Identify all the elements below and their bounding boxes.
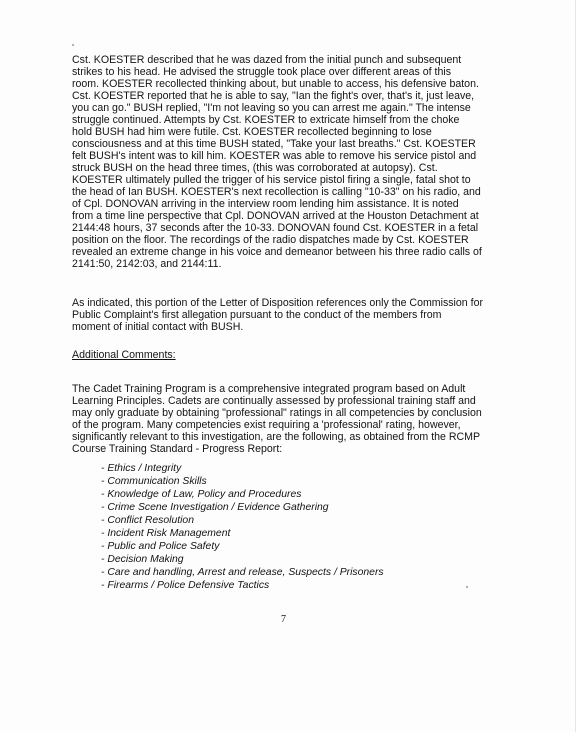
list-item: - Public and Police Safety: [101, 541, 220, 552]
text-line: Learning Principles. Cadets are continually assessed by professional training staff and: [72, 395, 476, 407]
text-line: from a time line perspective that Cpl. DONOVAN arrived at the Houston Detachment at: [72, 210, 479, 222]
list-item: - Knowledge of Law, Policy and Procedures: [101, 489, 302, 500]
text-line: KOESTER ultimately pulled the trigger of his service pistol firing a single, fatal shot to: [72, 174, 471, 186]
scan-speck: [72, 44, 74, 46]
text-line: the head of Ian BUSH. KOESTER's next recollection is calling "10-33" on his radio, and: [72, 186, 481, 198]
text-line: 2144:48 hours, 37 seconds after the 10-33. DONOVAN found Cst. KOESTER in a fetal: [72, 222, 479, 234]
page-number: 7: [281, 614, 286, 625]
text-line: struck BUSH on the head three times, (this was corroborated at autopsy). Cst.: [72, 162, 438, 174]
text-line: Cst. KOESTER described that he was dazed from the initial punch and subsequent: [72, 54, 462, 66]
text-line: moment of initial contact with BUSH.: [72, 321, 244, 333]
text-line: may only graduate by obtaining "professional" ratings in all competencies by conclusion: [72, 407, 482, 419]
text-line: The Cadet Training Program is a comprehensive integrated program based on Adult: [72, 383, 466, 395]
section-heading-additional-comments: Additional Comments:: [72, 349, 176, 361]
text-line: As indicated, this portion of the Letter of Disposition references only the Commission for: [72, 297, 484, 309]
list-item: - Firearms / Police Defensive Tactics: [101, 580, 270, 591]
text-line: you can go." BUSH replied, "I'm not leaving so you can arrest me again." The intense: [72, 102, 471, 114]
text-line: room. KOESTER recollected thinking about, but unable to access, his defensive baton.: [72, 78, 479, 90]
scan-speck: [466, 586, 468, 588]
text-line: consciousness and at this time BUSH stated, "Take your last breaths." Cst. KOESTER: [72, 138, 476, 150]
list-item: - Decision Making: [101, 554, 184, 565]
text-line: revealed an extreme change in his voice and demeanor between his three radio calls of: [72, 246, 482, 258]
text-line: hold BUSH had him were futile. Cst. KOESTER recollected beginning to lose: [72, 126, 432, 138]
list-item: - Care and handling, Arrest and release, Suspects / Prisoners: [101, 567, 384, 578]
text-line: Cst. KOESTER reported that he is able to say, "Ian the fight's over, that's it, just leave,: [72, 90, 475, 102]
list-item: - Communication Skills: [101, 476, 207, 487]
list-item: - Crime Scene Investigation / Evidence Gathering: [101, 502, 329, 513]
text-line: of the program. Many competencies exist requiring a 'professional' rating, however,: [72, 419, 461, 431]
text-line: significantly relevant to this investigation, are the following, as obtained from the RCMP: [72, 431, 481, 443]
paragraph-incident-account: [72, 54, 518, 270]
paragraph-scope-note: [72, 297, 518, 333]
text-line: 2141:50, 2142:03, and 2144:11.: [72, 258, 222, 270]
text-line: Public Complaint's first allegation pursuant to the conduct of the members from: [72, 309, 442, 321]
text-line: struggle continued. Attempts by Cst. KOESTER to extricate himself from the choke: [72, 114, 460, 126]
paragraph-cadet-training: [72, 383, 518, 455]
competency-list: [101, 462, 384, 592]
text-line: position on the floor. The recordings of the radio dispatches made by Cst. KOESTER: [72, 234, 469, 246]
list-item: - Conflict Resolution: [101, 515, 194, 526]
list-item: - Ethics / Integrity: [101, 463, 182, 474]
text-line: felt BUSH's intent was to kill him. KOESTER was able to remove his service pistol and: [72, 150, 477, 162]
text-line: of Cpl. DONOVAN arriving in the interview room lending him assistance. It is noted: [72, 198, 459, 210]
text-line: Course Training Standard - Progress Report:: [72, 443, 283, 455]
text-line: strikes to his head. He advised the struggle took place over different areas of this: [72, 66, 452, 78]
list-item: - Incident Risk Management: [101, 528, 231, 539]
